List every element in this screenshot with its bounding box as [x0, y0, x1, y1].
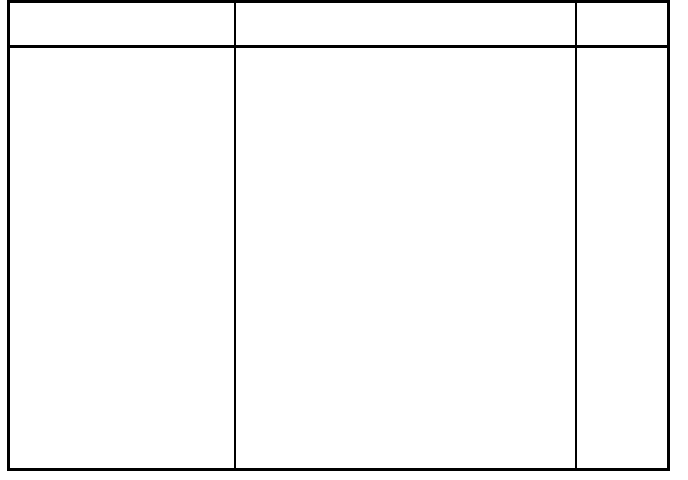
column-divider: [234, 3, 236, 468]
header-divider: [10, 45, 667, 48]
column-divider: [575, 3, 577, 468]
parts-table: [7, 0, 670, 471]
